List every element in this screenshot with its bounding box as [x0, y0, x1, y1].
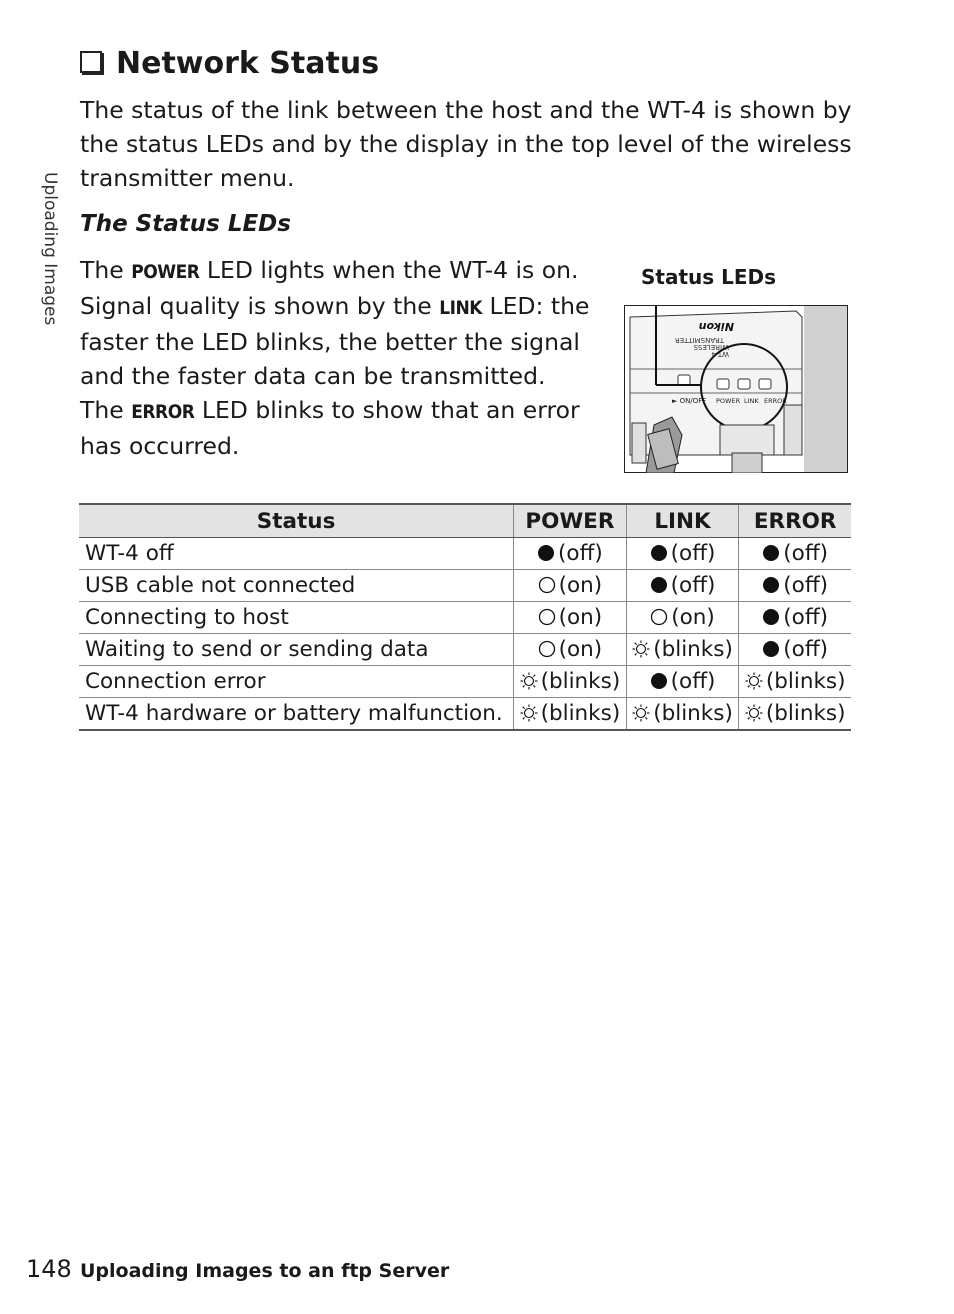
error-led-state-text: (blinks): [765, 669, 846, 694]
body-text-3: LED: the faster the LED blinks, the better the signal and the faster data can be transmitted. The: [80, 292, 590, 424]
keyword-error: ERROR: [131, 401, 195, 423]
link-led-cell: [626, 538, 739, 570]
status-cell: Connection error: [79, 666, 514, 698]
body-text-2: LED lights when the WT-4 is on. Signal quality is shown by the: [80, 256, 579, 320]
led-on-icon: [538, 637, 559, 662]
footer-section-title: Uploading Images to an ftp Server: [80, 1260, 450, 1282]
link-led-cell: [626, 666, 739, 698]
power-led-state-text: (on): [558, 637, 603, 662]
body-text-1: The: [80, 256, 132, 284]
power-led-state-text: (blinks): [540, 701, 621, 726]
led-status-table: [79, 503, 851, 731]
led-off-icon: [762, 573, 783, 598]
link-led-state-text: (off): [670, 573, 716, 598]
status-cell: Connecting to host: [79, 602, 514, 634]
led-on-icon: [538, 573, 559, 598]
link-led-state-text: (blinks): [653, 701, 733, 726]
page-title: [80, 46, 379, 81]
error-led-cell: [739, 634, 851, 666]
error-led-state-text: (off): [783, 637, 829, 662]
power-led-cell: [514, 570, 627, 602]
led-off-icon: [650, 541, 671, 566]
side-tab: [38, 172, 60, 362]
table-row: [79, 634, 851, 666]
led-off-icon: [762, 637, 783, 662]
figure-label-onoff: ► ON/OFF: [672, 397, 707, 405]
figure-label-model: WT-4: [711, 350, 729, 358]
led-blink-icon: [632, 637, 653, 662]
table-row: [79, 602, 851, 634]
error-led-cell: [739, 666, 851, 698]
led-blink-icon: [520, 669, 541, 694]
error-led-cell: [739, 570, 851, 602]
keyword-power: POWER: [131, 261, 200, 283]
table-row: [79, 698, 851, 731]
figure-caption: Status LEDs: [641, 265, 777, 289]
error-led-cell: [739, 602, 851, 634]
status-cell: Waiting to send or sending data: [79, 634, 514, 666]
status-cell: WT-4 hardware or battery malfunction.: [79, 698, 514, 731]
error-led-state-text: (off): [783, 541, 829, 566]
link-led-cell: [626, 570, 739, 602]
status-cell: WT-4 off: [79, 538, 514, 570]
status-cell: USB cable not connected: [79, 570, 514, 602]
link-led-state-text: (on): [671, 605, 715, 630]
error-led-state-text: (blinks): [765, 701, 846, 726]
power-led-cell: [514, 698, 627, 731]
led-on-icon: [538, 605, 559, 630]
link-led-state-text: (blinks): [653, 637, 733, 662]
table-row: [79, 538, 851, 570]
table-row: [79, 570, 851, 602]
link-led-cell: [626, 634, 739, 666]
page-title-text: Network Status: [116, 46, 380, 81]
power-led-state-text: (off): [558, 541, 603, 566]
header-status: Status: [79, 504, 514, 538]
section-subheading: The Status LEDs: [80, 211, 291, 237]
led-on-icon: [650, 605, 671, 630]
power-led-cell: [514, 634, 627, 666]
status-leds-paragraph: [80, 253, 595, 463]
link-led-cell: [626, 698, 739, 731]
power-led-cell: [514, 538, 627, 570]
error-led-cell: [739, 538, 851, 570]
led-off-icon: [762, 605, 783, 630]
led-off-icon: [650, 573, 671, 598]
power-led-cell: [514, 602, 627, 634]
keyword-link: LINK: [439, 297, 483, 319]
error-led-state-text: (off): [783, 573, 829, 598]
figure-label-link: LINK: [744, 397, 759, 405]
led-off-icon: [650, 669, 671, 694]
body-text-4: LED blinks to show that an error has occurred.: [80, 396, 580, 460]
checkbox-bullet-icon: [80, 51, 102, 73]
link-led-state-text: (off): [670, 669, 716, 694]
led-blink-icon: [632, 701, 653, 726]
table-row: [79, 666, 851, 698]
table-header-row: [79, 504, 851, 538]
error-led-cell: [739, 698, 851, 731]
header-error: ERROR: [739, 504, 851, 538]
power-led-state-text: (blinks): [540, 669, 621, 694]
led-off-icon: [762, 541, 783, 566]
link-led-cell: [626, 602, 739, 634]
side-tab-label: Uploading Images: [40, 172, 60, 326]
page-number: 148: [26, 1255, 72, 1283]
led-off-icon: [537, 541, 558, 566]
figure-label-brand: Nikon: [698, 320, 734, 333]
figure-label-power: POWER: [716, 397, 741, 405]
power-led-cell: [514, 666, 627, 698]
header-power: POWER: [514, 504, 627, 538]
figure-label-wireless: WIRELESS: [693, 343, 729, 351]
power-led-state-text: (on): [558, 573, 603, 598]
intro-paragraph: The status of the link between the host and the WT-4 is shown by the status LEDs and by the display in the top level of the wireless transmitter menu.: [80, 96, 852, 192]
led-blink-icon: [520, 701, 541, 726]
error-led-state-text: (off): [783, 605, 829, 630]
link-led-state-text: (off): [670, 541, 716, 566]
led-blink-icon: [745, 701, 766, 726]
header-link: LINK: [626, 504, 739, 538]
figure-label-transmitter: TRANSMITTER: [674, 336, 724, 344]
wt4-device-illustration: [624, 305, 848, 473]
figure-label-error: ERROR: [764, 397, 787, 405]
power-led-state-text: (on): [558, 605, 603, 630]
led-blink-icon: [745, 669, 766, 694]
